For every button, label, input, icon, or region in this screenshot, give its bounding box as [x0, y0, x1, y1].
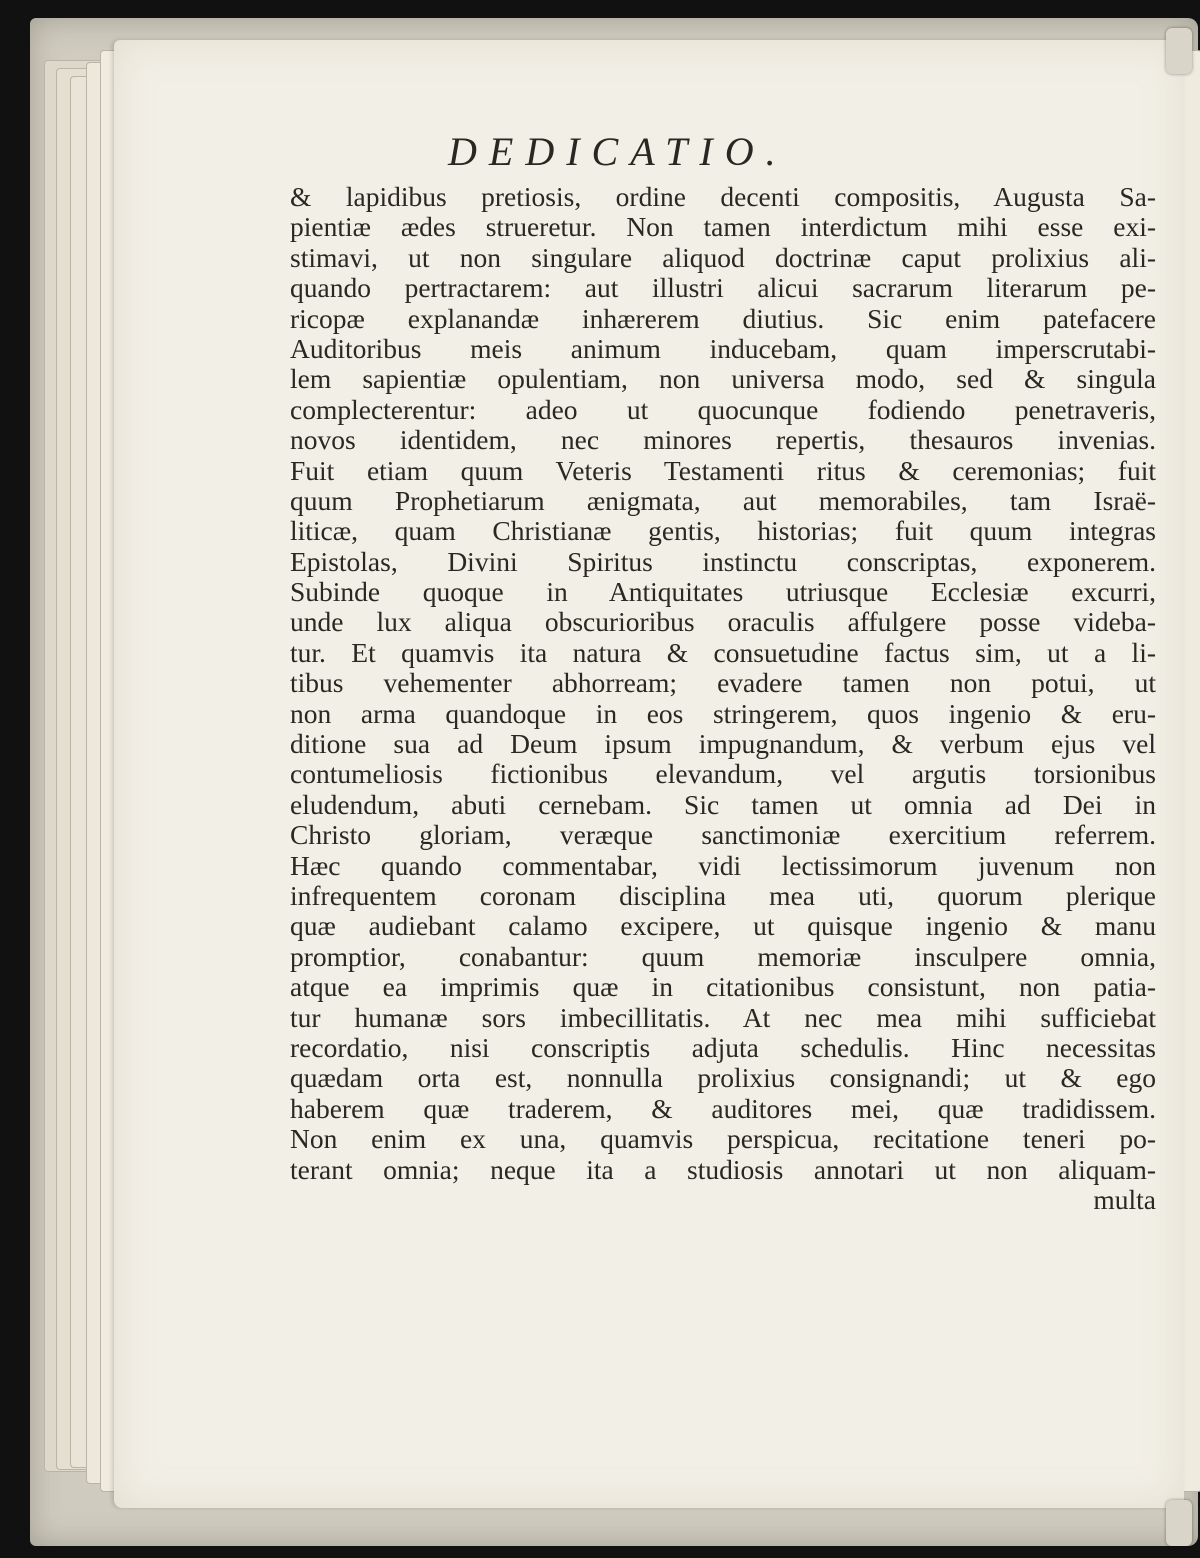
text-line: & lapidibus pretiosis, ordine decenti compositis, Augusta Sa-	[290, 182, 1156, 212]
text-line: tur humanæ sors imbecillitatis. At nec mea mihi sufficiebat	[290, 1002, 1156, 1033]
text-line: quum Prophetiarum ænigmata, aut memorabiles, tam Israë-	[290, 485, 1156, 516]
text-line: complecterentur: adeo ut quocunque fodiendo penetraveris,	[290, 394, 1156, 425]
text-line: non arma quandoque in eos stringerem, quos ingenio & eru-	[290, 698, 1156, 729]
text-line: Subinde quoque in Antiquitates utriusque Ecclesiæ excurri,	[290, 577, 1156, 608]
text-line: tur. Et quamvis ita natura & consuetudine factus sim, ut a li-	[290, 637, 1156, 668]
text-line: terant omnia; neque ita a studiosis annotari ut non aliquam-	[290, 1154, 1156, 1185]
text-line: liticæ, quam Christianæ gentis, historias; fuit quum integras	[290, 516, 1156, 547]
text-line: novos identidem, nec minores repertis, thesauros invenias.	[290, 425, 1156, 456]
text-line: Non enim ex una, quamvis perspicua, recitatione teneri po-	[290, 1124, 1156, 1155]
binding-clasp-top	[1166, 28, 1192, 74]
text-line: Auditoribus meis animum inducebam, quam imperscrutabi-	[290, 333, 1156, 364]
running-title: DEDICATIO.	[448, 129, 788, 174]
text-line: stimavi, ut non singulare aliquod doctrinæ caput prolixius ali-	[290, 242, 1156, 273]
text-line: quæ audiebant calamo excipere, ut quisque ingenio & manu	[290, 911, 1156, 942]
text-line: Epistolas, Divini Spiritus instinctu conscriptas, exponerem.	[290, 546, 1156, 577]
text-line: Christo gloriam, veræque sanctimoniæ exercitium referrem.	[290, 820, 1156, 851]
text-line: Fuit etiam quum Veteris Testamenti ritus & ceremonias; fuit	[290, 455, 1156, 486]
text-line: quando pertractarem: aut illustri alicui sacrarum literarum pe-	[290, 273, 1156, 304]
text-line: contumeliosis fictionibus elevandum, vel argutis torsionibus	[290, 759, 1156, 790]
text-line: quædam orta est, nonnulla prolixius consignandi; ut & ego	[290, 1063, 1156, 1094]
text-line: ditione sua ad Deum ipsum impugnandum, & verbum ejus vel	[290, 729, 1156, 760]
text-line: unde lux aliqua obscurioribus oraculis affulgere posse videba-	[290, 607, 1156, 638]
text-line: infrequentem coronam disciplina mea uti, quorum plerique	[290, 880, 1156, 911]
catchword: multa	[1093, 1184, 1156, 1215]
text-line: Hæc quando commentabar, vidi lectissimorum juvenum non	[290, 850, 1156, 881]
text-line: promptior, conabantur: quum memoriæ insculpere omnia,	[290, 941, 1156, 972]
text-line: tibus vehementer abhorream; evadere tamen non potui, ut	[290, 668, 1156, 699]
body-text	[290, 182, 1156, 1215]
text-line: lem sapientiæ opulentiam, non universa modo, sed & singula	[290, 364, 1156, 395]
text-line: ricopæ explanandæ inhærerem diutius. Sic enim patefacere	[290, 303, 1156, 334]
text-line: pientiæ ædes strueretur. Non tamen interdictum mihi esse exi-	[290, 212, 1156, 243]
text-line: eludendum, abuti cernebam. Sic tamen ut omnia ad Dei in	[290, 789, 1156, 820]
text-line: recordatio, nisi conscriptis adjuta schedulis. Hinc necessitas	[290, 1032, 1156, 1063]
text-line: haberem quæ traderem, & auditores mei, quæ tradidissem.	[290, 1093, 1156, 1124]
text-line: atque ea imprimis quæ in citationibus consistunt, non patia-	[290, 972, 1156, 1003]
binding-clasp-bottom	[1166, 1500, 1192, 1546]
